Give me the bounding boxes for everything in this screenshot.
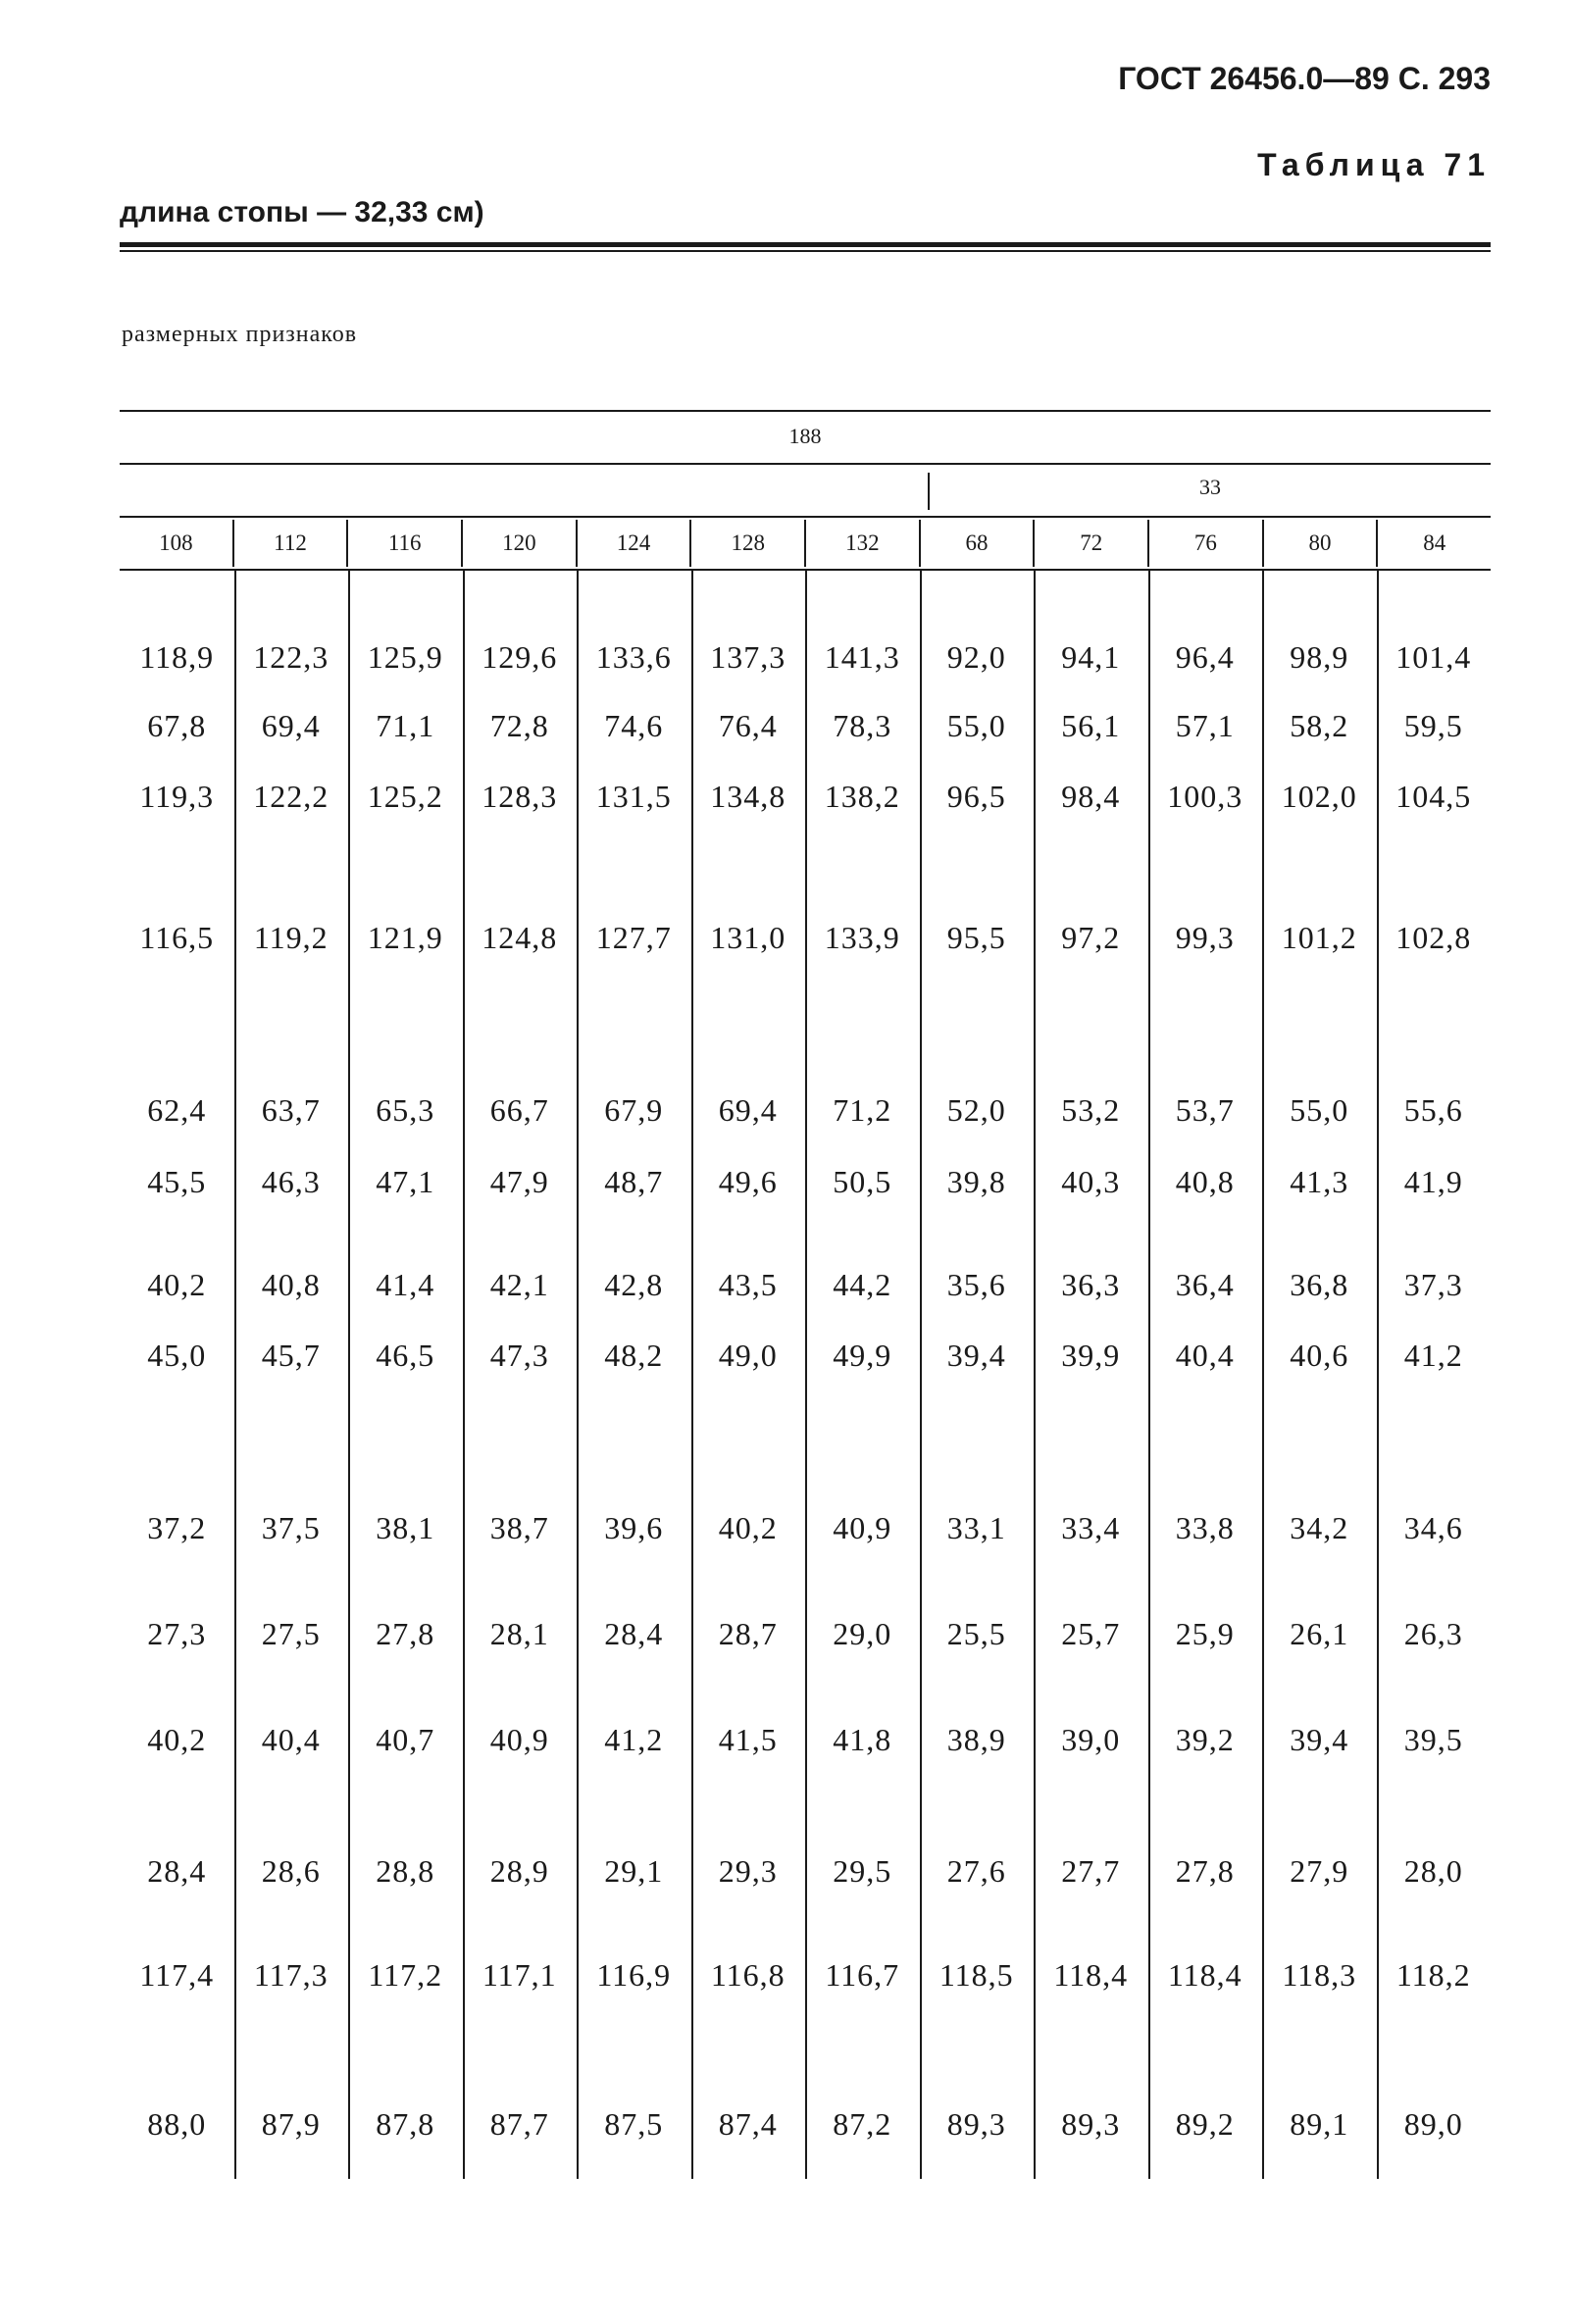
- table-row: [120, 1616, 1491, 1652]
- table-cell: 131,0: [710, 920, 786, 955]
- table-cell: 78,3: [833, 708, 892, 743]
- table-cell: 41,5: [718, 1722, 778, 1757]
- table-cell: 28,4: [147, 1853, 207, 1889]
- table-row: [120, 639, 1491, 676]
- table-cell: 89,2: [1175, 2106, 1235, 2142]
- table-cell: 39,0: [1061, 1722, 1121, 1757]
- table-cell: 118,4: [1053, 1957, 1129, 1993]
- table-cell: 87,9: [261, 2106, 321, 2142]
- table-cell: 49,0: [718, 1338, 778, 1373]
- table-cell: 87,7: [489, 2106, 549, 2142]
- table-cell: 27,8: [1175, 1853, 1235, 1889]
- table-cell: 125,9: [367, 639, 443, 675]
- table-cell: 40,9: [489, 1722, 549, 1757]
- column-header: 128: [689, 520, 804, 567]
- table-cell: 37,2: [147, 1510, 207, 1545]
- table-cell: 118,4: [1167, 1957, 1242, 1993]
- table-cell: 92,0: [946, 639, 1006, 675]
- table-cell: 128,3: [482, 779, 558, 814]
- table-cell: 88,0: [147, 2106, 207, 2142]
- table-cell: 53,7: [1175, 1092, 1235, 1128]
- table-cell: 40,3: [1061, 1164, 1121, 1199]
- table-cell: 116,8: [710, 1957, 786, 1993]
- table-cell: 29,0: [833, 1616, 892, 1651]
- table-cell: 100,3: [1167, 779, 1243, 814]
- table-cell: 42,1: [489, 1267, 549, 1302]
- table-cell: 129,6: [482, 639, 558, 675]
- height-group-label: 188: [788, 424, 822, 448]
- table-cell: 28,8: [376, 1853, 435, 1889]
- table-cell: 45,0: [147, 1338, 207, 1373]
- table-cell: 65,3: [376, 1092, 435, 1128]
- table-cell: 38,1: [376, 1510, 435, 1545]
- table-cell: 63,7: [261, 1092, 321, 1128]
- table-cell: 28,7: [718, 1616, 778, 1651]
- table-cell: 27,8: [376, 1616, 435, 1651]
- table-cell: 39,8: [946, 1164, 1006, 1199]
- table-cell: 58,2: [1290, 708, 1349, 743]
- table-title: Таблица 71: [1257, 147, 1491, 182]
- table-cell: 27,7: [1061, 1853, 1121, 1889]
- table-row: [120, 1267, 1491, 1303]
- table-cell: 38,7: [489, 1510, 549, 1545]
- table-cell: 118,5: [938, 1957, 1014, 1993]
- table-cell: 34,2: [1290, 1510, 1349, 1545]
- table-row: [120, 1853, 1491, 1890]
- table-cell: 47,1: [376, 1164, 435, 1199]
- table-cell: 62,4: [147, 1092, 207, 1128]
- table-cell: 40,4: [1175, 1338, 1235, 1373]
- table-cell: 96,5: [946, 779, 1006, 814]
- column-header: 72: [1033, 520, 1147, 567]
- table-row: [120, 1164, 1491, 1200]
- table-cell: 27,5: [261, 1616, 321, 1651]
- table-cell: 45,7: [261, 1338, 321, 1373]
- table-cell: 48,7: [604, 1164, 664, 1199]
- table-row: [120, 920, 1491, 956]
- table-cell: 67,9: [604, 1092, 664, 1128]
- table-cell: 117,1: [482, 1957, 557, 1993]
- table-cell: 40,6: [1290, 1338, 1349, 1373]
- table-cell: 87,2: [833, 2106, 892, 2142]
- table-cell: 27,6: [946, 1853, 1006, 1889]
- table-cell: 67,8: [147, 708, 207, 743]
- table-cell: 131,5: [595, 779, 672, 814]
- table-cell: 117,2: [368, 1957, 443, 1993]
- table-cell: 33,8: [1175, 1510, 1235, 1545]
- header-rule-3: [120, 516, 1491, 518]
- table-cell: 133,9: [824, 920, 900, 955]
- table-cell: 45,5: [147, 1164, 207, 1199]
- table-cell: 96,4: [1175, 639, 1235, 675]
- table-cell: 74,6: [604, 708, 664, 743]
- table-cell: 46,3: [261, 1164, 321, 1199]
- table-cell: 56,1: [1061, 708, 1121, 743]
- table-row: [120, 2106, 1491, 2143]
- table-row: [120, 1510, 1491, 1546]
- table-row: [120, 1722, 1491, 1758]
- table-cell: 101,2: [1281, 920, 1357, 955]
- column-header: 132: [804, 520, 919, 567]
- table-cell: 49,6: [718, 1164, 778, 1199]
- table-cell: 28,0: [1403, 1853, 1463, 1889]
- table-cell: 38,9: [946, 1722, 1006, 1757]
- table-cell: 40,2: [718, 1510, 778, 1545]
- table-cell: 29,1: [604, 1853, 664, 1889]
- table-cell: 119,3: [139, 779, 215, 814]
- table-cell: 98,4: [1061, 779, 1121, 814]
- table-cell: 102,8: [1395, 920, 1472, 955]
- top-rule: [120, 242, 1491, 247]
- table-cell: 76,4: [718, 708, 778, 743]
- table-cell: 87,5: [604, 2106, 664, 2142]
- table-cell: 42,8: [604, 1267, 664, 1302]
- table-cell: 101,4: [1395, 639, 1472, 675]
- table-cell: 48,2: [604, 1338, 664, 1373]
- header-rule-2: [120, 463, 1491, 465]
- table-cell: 98,9: [1290, 639, 1349, 675]
- column-header: 68: [919, 520, 1034, 567]
- table-cell: 26,3: [1403, 1616, 1463, 1651]
- table-cell: 43,5: [718, 1267, 778, 1302]
- table-cell: 66,7: [489, 1092, 549, 1128]
- table-cell: 121,9: [367, 920, 443, 955]
- table-cell: 117,4: [139, 1957, 215, 1993]
- table-cell: 116,7: [825, 1957, 900, 1993]
- table-cell: 36,4: [1175, 1267, 1235, 1302]
- table-cell: 50,5: [833, 1164, 892, 1199]
- table-cell: 71,1: [376, 708, 435, 743]
- table-cell: 28,6: [261, 1853, 321, 1889]
- column-header: 120: [461, 520, 576, 567]
- table-cell: 26,1: [1290, 1616, 1349, 1651]
- table-cell: 34,6: [1403, 1510, 1463, 1545]
- table-row: [120, 1092, 1491, 1129]
- table-cell: 116,5: [139, 920, 215, 955]
- table-cell: 25,7: [1061, 1616, 1121, 1651]
- table-cell: 47,9: [489, 1164, 549, 1199]
- table-row: [120, 1338, 1491, 1374]
- table-cell: 97,2: [1061, 920, 1121, 955]
- table-cell: 119,2: [253, 920, 329, 955]
- table-cell: 116,9: [596, 1957, 672, 1993]
- table-cell: 133,6: [595, 639, 672, 675]
- table-cell: 39,2: [1175, 1722, 1235, 1757]
- page-reference: ГОСТ 26456.0—89 С. 293: [1118, 61, 1491, 96]
- table-subtitle: длина стопы — 32,33 см): [120, 196, 484, 228]
- header-rule-1: [120, 410, 1491, 412]
- table-cell: 40,7: [376, 1722, 435, 1757]
- table-cell: 25,9: [1175, 1616, 1235, 1651]
- table-cell: 41,4: [376, 1267, 435, 1302]
- table-cell: 89,0: [1403, 2106, 1463, 2142]
- table-cell: 36,8: [1290, 1267, 1349, 1302]
- table-cell: 37,5: [261, 1510, 321, 1545]
- table-cell: 137,3: [710, 639, 786, 675]
- table-cell: 25,5: [946, 1616, 1006, 1651]
- table-cell: 33,4: [1061, 1510, 1121, 1545]
- table-cell: 122,2: [253, 779, 330, 814]
- column-header: 80: [1262, 520, 1377, 567]
- table-cell: 40,8: [1175, 1164, 1235, 1199]
- column-header: 108: [159, 530, 193, 555]
- table-cell: 89,3: [946, 2106, 1006, 2142]
- table-caption: размерных признаков: [122, 322, 358, 347]
- table-cell: 134,8: [710, 779, 786, 814]
- table-cell: 52,0: [946, 1092, 1006, 1128]
- column-header: 84: [1376, 520, 1491, 567]
- table-cell: 40,8: [261, 1267, 321, 1302]
- table-cell: 44,2: [833, 1267, 892, 1302]
- table-cell: 53,2: [1061, 1092, 1121, 1128]
- table-cell: 104,5: [1395, 779, 1472, 814]
- table-cell: 39,4: [946, 1338, 1006, 1373]
- table-cell: 118,3: [1282, 1957, 1357, 1993]
- column-header: 112: [232, 520, 347, 567]
- table-cell: 28,9: [489, 1853, 549, 1889]
- table-cell: 40,2: [147, 1722, 207, 1757]
- table-cell: 39,4: [1290, 1722, 1349, 1757]
- foot-group-label: 33: [1199, 475, 1221, 499]
- column-header: 116: [346, 520, 461, 567]
- table-row: [120, 1957, 1491, 1994]
- table-cell: 27,9: [1290, 1853, 1349, 1889]
- table-cell: 57,1: [1175, 708, 1235, 743]
- table-cell: 89,3: [1061, 2106, 1121, 2142]
- table-cell: 46,5: [376, 1338, 435, 1373]
- column-header-row: [120, 520, 1491, 567]
- table-cell: 47,3: [489, 1338, 549, 1373]
- table-cell: 59,5: [1403, 708, 1463, 743]
- table-cell: 99,3: [1175, 920, 1235, 955]
- table-cell: 71,2: [833, 1092, 892, 1128]
- data-table: [120, 571, 1491, 2179]
- table-cell: 39,6: [604, 1510, 664, 1545]
- table-cell: 55,6: [1403, 1092, 1463, 1128]
- table-row: [120, 708, 1491, 744]
- table-cell: 69,4: [718, 1092, 778, 1128]
- table-cell: 35,6: [946, 1267, 1006, 1302]
- table-cell: 125,2: [367, 779, 443, 814]
- table-cell: 41,9: [1403, 1164, 1463, 1199]
- table-cell: 95,5: [946, 920, 1006, 955]
- table-cell: 40,9: [833, 1510, 892, 1545]
- table-cell: 41,3: [1290, 1164, 1349, 1199]
- table-cell: 69,4: [261, 708, 321, 743]
- table-cell: 28,4: [604, 1616, 664, 1651]
- table-cell: 72,8: [489, 708, 549, 743]
- table-cell: 55,0: [946, 708, 1006, 743]
- table-cell: 87,8: [376, 2106, 435, 2142]
- table-cell: 49,9: [833, 1338, 892, 1373]
- table-cell: 36,3: [1061, 1267, 1121, 1302]
- table-cell: 40,2: [147, 1267, 207, 1302]
- table-cell: 40,4: [261, 1722, 321, 1757]
- table-cell: 122,3: [253, 639, 330, 675]
- table-cell: 29,5: [833, 1853, 892, 1889]
- table-cell: 87,4: [718, 2106, 778, 2142]
- table-cell: 41,8: [833, 1722, 892, 1757]
- table-cell: 118,2: [1395, 1957, 1471, 1993]
- table-cell: 94,1: [1061, 639, 1121, 675]
- table-cell: 28,1: [489, 1616, 549, 1651]
- table-cell: 39,9: [1061, 1338, 1121, 1373]
- table-row: [120, 779, 1491, 815]
- table-cell: 141,3: [824, 639, 900, 675]
- table-cell: 33,1: [946, 1510, 1006, 1545]
- table-cell: 124,8: [482, 920, 558, 955]
- table-cell: 39,5: [1403, 1722, 1463, 1757]
- table-cell: 117,3: [253, 1957, 329, 1993]
- top-rule-secondary: [120, 250, 1491, 252]
- column-header: 124: [576, 520, 690, 567]
- table-cell: 41,2: [1403, 1338, 1463, 1373]
- column-header: 76: [1147, 520, 1262, 567]
- table-cell: 55,0: [1290, 1092, 1349, 1128]
- table-cell: 118,9: [139, 639, 215, 675]
- table-cell: 29,3: [718, 1853, 778, 1889]
- table-cell: 127,7: [595, 920, 672, 955]
- table-cell: 102,0: [1281, 779, 1357, 814]
- table-cell: 138,2: [824, 779, 900, 814]
- table-cell: 27,3: [147, 1616, 207, 1651]
- table-cell: 89,1: [1290, 2106, 1349, 2142]
- table-cell: 37,3: [1403, 1267, 1463, 1302]
- table-cell: 41,2: [604, 1722, 664, 1757]
